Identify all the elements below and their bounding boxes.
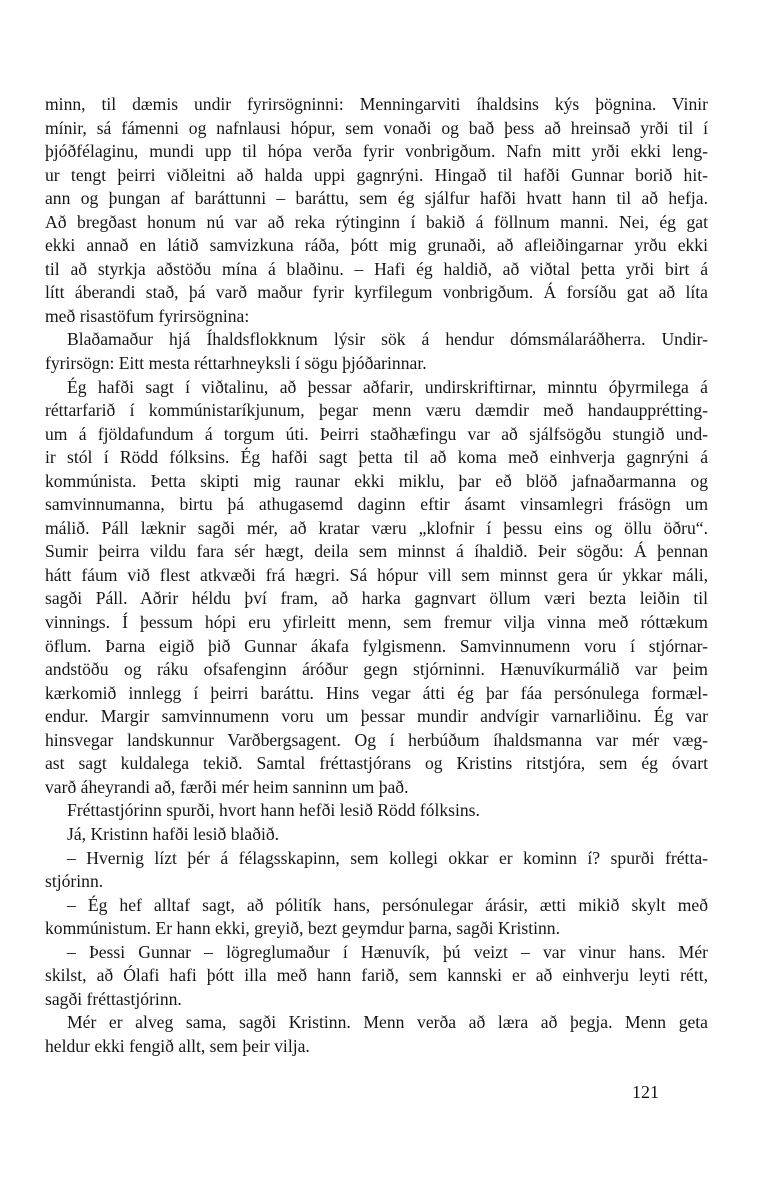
text-line: Sumir þeirra vildu fara sér hægt, deila sem minnst á íhaldið. Þeir sögðu: Á þennan [45,541,708,562]
text-line: hátt fáum við flest atkvæði frá hægri. Sá hópur vill sem minnst gera úr ykkar máli, [45,564,708,585]
text-line: minn, til dæmis undir fyrirsögninni: Menningarviti íhaldsins kýs þögnina. Vinir [45,94,708,114]
text-line: ur tengt þeirri viðleitni að halda uppi gagnrýni. Hingað til hafði Gunnar borið hit- [45,164,708,185]
text-line: kommúnista. Þetta skipti mig raunar ekki miklu, þar eð blöð jafnaðarmanna og [45,470,708,491]
text-line: – Þessi Gunnar – lögreglumaður í Hænuvík, þú veizt – var vinur hans. Mér [67,941,708,962]
text-line: heldur ekki fengið allt, sem þeir vilja. [45,1035,310,1056]
text-line: réttarfarið í kommúnistaríkjunum, þegar menn væru dæmdir með handaupprétting- [45,400,708,421]
text-line: kommúnistum. Er hann ekki, greyið, bezt geymdur þarna, sagði Kristinn. [45,918,561,939]
text-line: ekki annað en látið samvizkuna ráða, þótt mig grunaði, að afleiðingarnar yrðu ekki [45,235,708,256]
text-line: mínir, sá fámenni og nafnlausi hópur, sem vonaði og bað þess að hreinsað yrði til í [45,117,708,138]
text-line: stjórinn. [45,871,104,892]
page-number: 121 [632,1082,659,1102]
text-line: með risastöfum fyrirsögnina: [45,305,250,326]
text-line: Fréttastjórinn spurði, hvort hann hefði lesið Rödd fólksins. [67,800,480,821]
text-line: Blaðamaður hjá Íhaldsflokknum lýsir sök á hendur dómsmálaráðherra. Undir- [67,329,708,350]
text-line: lítt áberandi stað, þá varð maður fyrir kyrfilegum vonbrigðum. Á forsíðu gat að líta [45,282,708,303]
text-line: fyrirsögn: Eitt mesta réttarhneyksli í sögu þjóðarinnar. [45,353,427,374]
text-line: málið. Páll læknir sagði mér, að kratar væru „klofnir í þessu eins og öllu öðru“. [45,517,708,538]
book-page-text [45,93,708,1058]
text-line: Mér er alveg sama, sagði Kristinn. Menn verða að læra að þegja. Menn geta [67,1012,708,1033]
text-line: varð áheyrandi að, færði mér heim sanninn um það. [45,776,409,797]
text-line: þjóðfélaginu, mundi upp til hópa verða fyrir vonbrigðum. Nafn mitt yrði ekki leng- [45,141,708,162]
text-line: ann og þungan af baráttunni – baráttu, sem ég sjálfur hafði hvatt hann til að hefja. [45,188,708,209]
text-line: um á fjöldafundum á torgum úti. Þeirri staðhæfingu var að sjálfsögðu stungið und- [45,423,708,444]
text-line: skilst, að Ólafi hafi þótt illa með hann farið, sem kannski er að einhverju leyti rétt, [45,965,708,986]
text-line: ast sagt kuldalega tekið. Samtal fréttastjórans og Kristins ritstjóra, sem ég óvart [45,753,708,774]
text-line: Já, Kristinn hafði lesið blaðið. [67,823,280,844]
text-line: Ég hafði sagt í viðtalinu, að þessar aðfarir, undirskriftirnar, minntu óþyrmilega á [67,376,708,397]
text-line: endur. Margir samvinnumenn voru um þessar mundir andvígir varnarliðinu. Ég var [45,706,708,727]
text-line: – Ég hef alltaf sagt, að pólitík hans, persónulegar árásir, ætti mikið skylt með [67,894,708,915]
text-line: til að styrkja aðstöðu mína á blaðinu. – Hafi ég haldið, að viðtal þetta yrði birt á [45,258,708,279]
text-line: hinsvegar landskunnur Varðbergsagent. Og í herbúðum íhaldsmanna var mér væg- [45,729,708,750]
text-line: sagði Páll. Aðrir héldu því fram, að harka gagnvart öllum væri bezta leiðin til [45,588,708,609]
text-line: andstöðu og ráku ofsafenginn áróður gegn stjórninni. Hænuvíkurmálið var þeim [45,659,708,680]
text-line: vinnings. Í þessum hópi eru yfirleitt menn, sem fremur vilja vinna með róttækum [45,612,708,633]
text-line: kærkomið innlegg í þeirri baráttu. Hins vegar átti ég þar fáa persónulega formæl- [45,682,708,703]
text-line: ir stól í Rödd fólksins. Ég hafði sagt þetta til að koma með einhverja gagnrýni á [45,447,708,468]
text-line: öflum. Þarna eigið þið Gunnar ákafa fylgismenn. Samvinnumenn voru í stjórnar- [45,635,708,656]
text-line: Að bregðast honum nú var að reka rýtinginn í bakið á föllnum manni. Nei, ég gat [45,211,708,232]
text-line: samvinnumanna, birtu þá athugasemd daginn eftir ásamt vinsamlegri frásögn um [45,494,708,515]
text-line: – Hvernig lízt þér á félagsskapinn, sem kollegi okkar er kominn í? spurði frétta- [67,847,708,868]
text-line: sagði fréttastjórinn. [45,988,182,1009]
